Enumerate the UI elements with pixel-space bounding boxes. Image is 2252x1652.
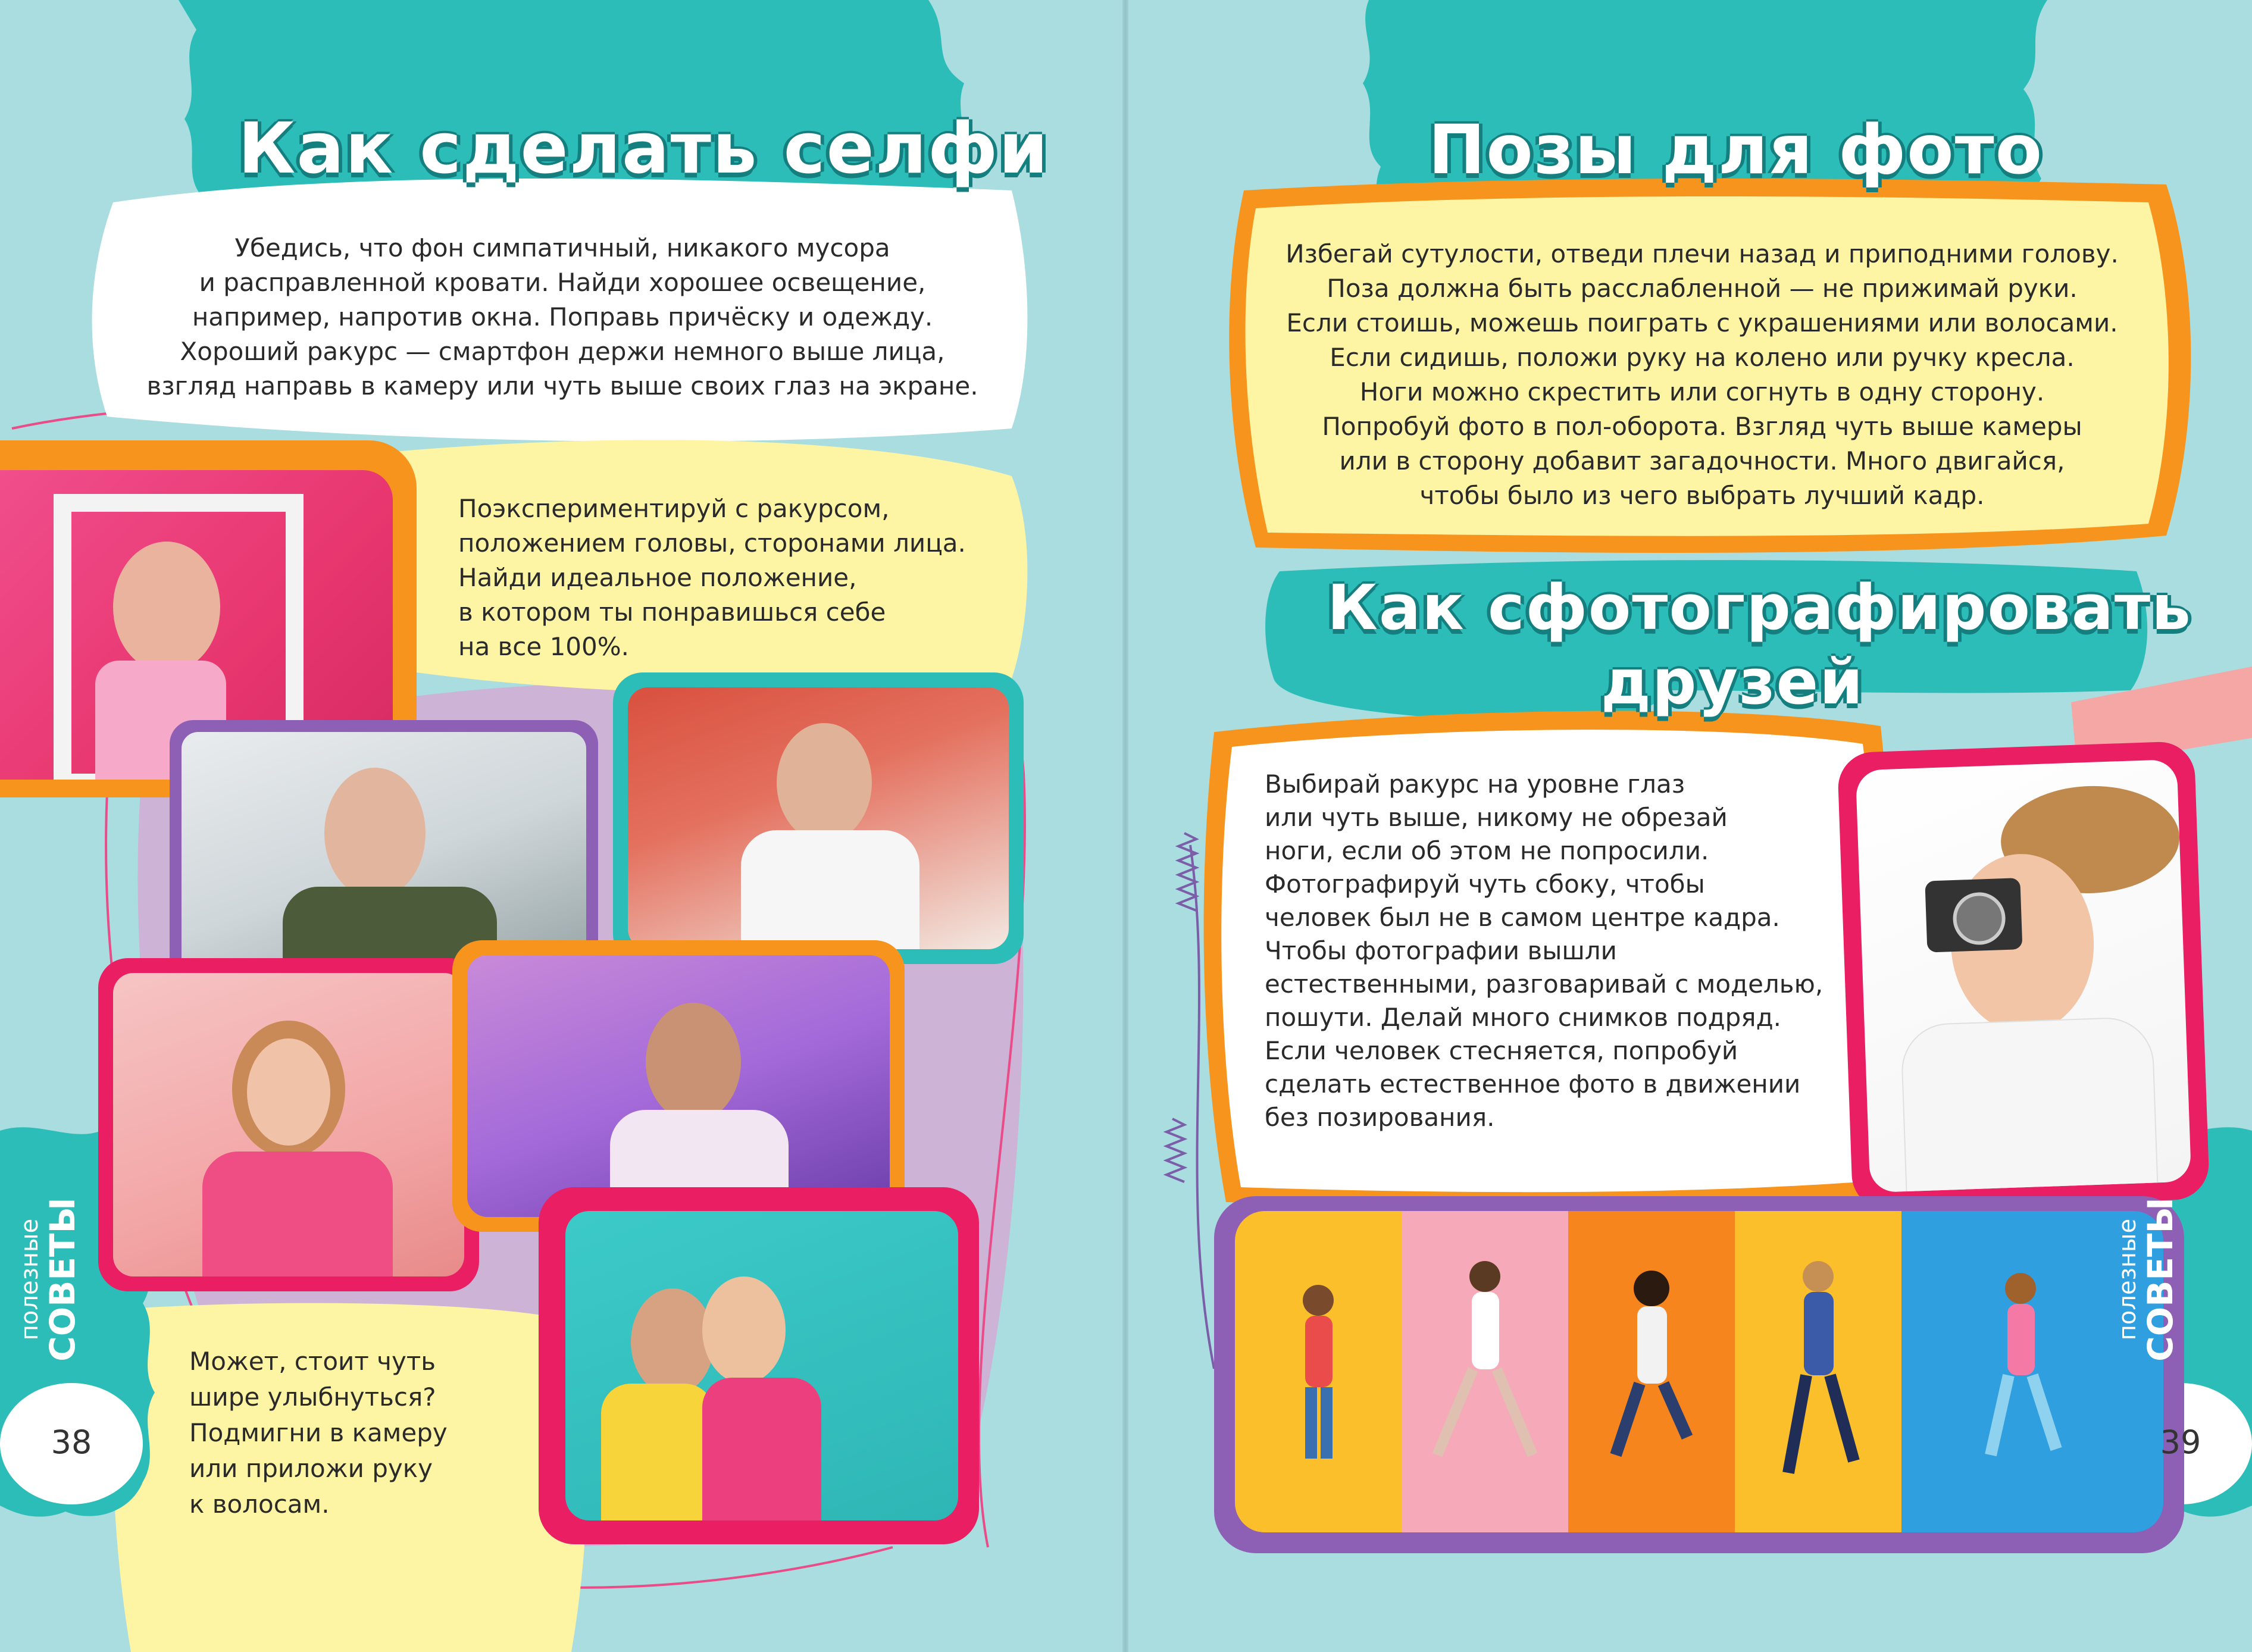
person-face [324,768,426,899]
right-side-label [2116,1196,2217,1363]
person-face [777,723,872,842]
friends-title-line2: друзей [1601,646,1865,718]
friends-line: сделать естественное фото в движении [1265,1069,1801,1099]
intro-line: взгляд направь в камеру или чуть выше своих глаз на экране. [146,371,978,401]
person-face [247,1038,330,1146]
page-number-left: 38 [51,1423,92,1461]
tip1-line: в котором ты понравишься себе [458,597,886,627]
poses-line: чтобы было из чего выбрать лучший кадр. [1419,481,1985,510]
poses-line: Попробуй фото в пол-оборота. Взгляд чуть выше камеры [1322,412,2082,441]
person-body [741,830,919,949]
person-face [113,542,220,672]
friends-line: без позирования. [1265,1103,1495,1132]
poses-line: Ноги можно скрестить или согнуть в одну сторону. [1359,377,2045,406]
poses-line: Поза должна быть расслабленной — не прижимай руки. [1327,274,2078,303]
intro-line: и расправленной кровати. Найди хорошее освещение, [199,268,926,297]
intro-line: Хороший ракурс — смартфон держи немного выше лица, [180,337,945,366]
left-side-label [18,1196,119,1363]
person-body [702,1378,821,1520]
poses-line: или в сторону добавит загадочности. Много двигайся, [1339,446,2065,475]
left-intro-text [113,231,1012,403]
tip1-line: Поэкспериментируй с ракурсом, [458,494,890,523]
person-face [702,1276,786,1384]
person-face [631,1288,714,1396]
jumping-kids [1235,1211,2163,1532]
friends-line: Выбирай ракурс на уровне глаз [1265,769,1685,799]
tip2-line: Подмигни в камеру [189,1418,448,1447]
left-page-title: Как сделать селфи [238,107,1049,189]
person-body [202,1152,393,1276]
friends-line: пошути. Делай много снимков подряд. [1265,1003,1781,1032]
poses-text [1256,237,2148,513]
friends-line: естественными, разговаривай с моделью, [1265,969,1824,999]
side-label-big: СОВЕТЫ [2140,1197,2181,1362]
friends-text [1265,768,1866,1134]
selfie-photo [113,973,464,1276]
intro-line: например, напротив окна. Поправь причёску и одежду. [192,302,933,331]
tip1-line: положением головы, сторонами лица. [458,528,966,558]
person-body [601,1384,714,1520]
person-face [646,1003,741,1122]
left-tip1-text [458,492,994,664]
side-label-small: полезные [2114,1218,2141,1341]
person-body [1900,1016,2159,1193]
tip1-line: Найди идеальное положение, [458,563,857,592]
right-page-title: Позы для фото [1428,110,2044,189]
page-number-right: 39 [2160,1423,2201,1461]
left-tip2-text [189,1344,558,1522]
camera-photo [1856,759,2191,1193]
intro-line: Убедись, что фон симпатичный, никакого мусора [234,233,890,262]
poses-line: Избегай сутулости, отведи плечи назад и приподними голову. [1285,239,2119,268]
side-label-big: СОВЕТЫ [42,1197,83,1362]
selfie-photo [467,955,890,1217]
friends-line: ноги, если об этом не попросили. [1265,836,1709,865]
selfie-photo [565,1211,958,1520]
poses-line: Если сидишь, положи руку на колено или ручку кресла. [1330,343,2075,372]
tip2-line: Может, стоит чуть [189,1347,436,1376]
book-spine [1122,0,1128,1652]
friends-line: или чуть выше, никому не обрезай [1265,803,1728,832]
camera-icon [1925,878,2022,953]
friends-line: Если человек стесняется, попробуй [1265,1036,1738,1065]
jumping-kids-photo [1235,1211,2163,1532]
friends-line: человек был не в самом центре кадра. [1265,903,1780,932]
friends-line: Чтобы фотографии вышли [1265,936,1617,965]
friends-title-line1: Как сфотографировать [1327,571,2192,644]
friends-line: Фотографируй чуть сбоку, чтобы [1265,869,1705,899]
tip1-line: на все 100%. [458,632,630,661]
lens-icon [1952,891,2006,946]
poses-line: Если стоишь, можешь поиграть с украшениями или волосами. [1286,308,2118,337]
tip2-line: к волосам. [189,1490,330,1519]
tip2-line: шире улыбнуться? [189,1382,436,1412]
selfie-photo [628,687,1009,949]
side-label-small: полезные [16,1218,43,1341]
tip2-line: или приложи руку [189,1454,433,1483]
